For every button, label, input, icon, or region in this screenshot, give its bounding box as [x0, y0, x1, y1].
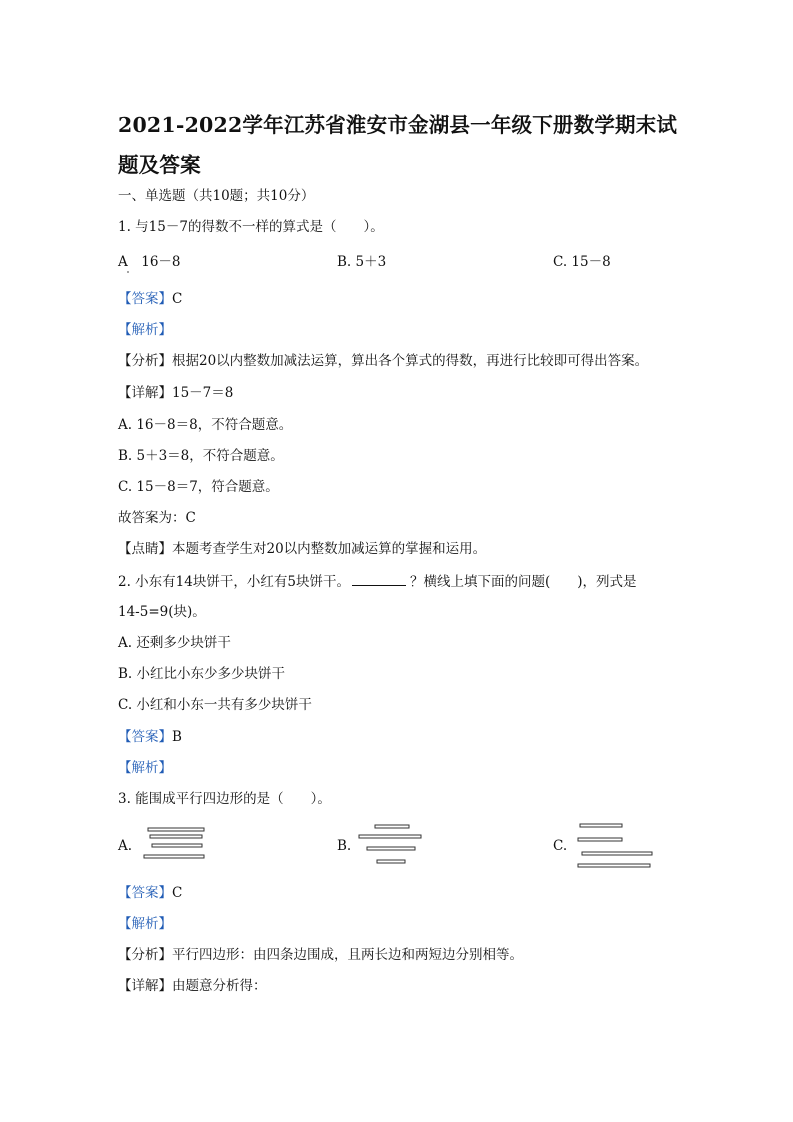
q3-answer-value: C	[172, 885, 183, 901]
q2-stem-part1: 2. 小东有14块饼干，小红有5块饼干。	[118, 574, 350, 590]
q3-stem: 3. 能围成平行四边形的是（ ）。	[118, 791, 331, 807]
q3-answer	[118, 885, 182, 901]
q2-option-c: C. 小红和小东一共有多少块饼干	[118, 697, 312, 713]
q3-option-c-label: C.	[553, 838, 568, 854]
stray-dot	[127, 271, 129, 273]
q2-analysis-label: 【解析】	[118, 760, 172, 776]
q2-option-b: B. 小红比小东少多少块饼干	[118, 666, 286, 682]
q1-option-c: C. 15－8	[553, 254, 611, 270]
q1-analysis-label: 【解析】	[118, 322, 172, 338]
q1-detail-c: C. 15－8＝7，符合题意。	[118, 479, 279, 495]
xiangjie-label: 【详解】	[118, 978, 172, 994]
q3-option-c-sticks	[574, 820, 658, 872]
stick	[582, 852, 652, 855]
stick	[578, 864, 650, 867]
q1-detail-a: A. 16－8＝8，不符合题意。	[118, 417, 293, 433]
section-heading: 一、单选题（共10题；共10分）	[118, 188, 315, 204]
answer-label: 【答案】	[118, 291, 172, 307]
q2-option-a: A. 还剩多少块饼干	[118, 635, 231, 651]
title-line-2: 题及答案	[118, 153, 201, 177]
q3-fenxi	[118, 947, 523, 963]
dianjing-label: 【点睛】	[118, 541, 172, 557]
q1-stem: 1. 与15－7的得数不一样的算式是（ ）。	[118, 219, 384, 235]
stick	[580, 824, 622, 827]
q2-answer-value: B	[172, 729, 182, 745]
xiangjie-label: 【详解】	[118, 385, 172, 401]
stick	[148, 828, 204, 831]
answer-label: 【答案】	[118, 885, 172, 901]
q1-xiangjie	[118, 385, 233, 401]
q3-fenxi-text: 平行四边形：由四条边围成，且两长边和两短边分别相等。	[172, 947, 523, 963]
q1-detail-b: B. 5＋3＝8，不符合题意。	[118, 448, 284, 464]
q3-xiangjie-text: 由题意分析得：	[172, 978, 267, 994]
stick	[144, 855, 204, 858]
q2-stem-line2: 14-5=9(块)。	[118, 604, 206, 620]
stick	[367, 847, 415, 850]
q2-answer	[118, 729, 182, 745]
q1-option-a: A 16－8	[118, 254, 181, 270]
q2-fill-blank	[352, 573, 406, 586]
q2-stem	[118, 573, 637, 590]
q3-option-a-label: A.	[118, 838, 133, 854]
fenxi-label: 【分析】	[118, 353, 172, 369]
q1-answer-value: C	[172, 291, 183, 307]
q3-option-b-sticks	[355, 821, 425, 869]
stick	[377, 860, 405, 863]
q1-dianjing-text: 本题考查学生对20以内整数加减运算的掌握和运用。	[172, 541, 487, 557]
stick	[375, 825, 409, 828]
stick	[152, 844, 202, 847]
q1-xiangjie-text: 15－7＝8	[172, 385, 234, 401]
stick	[359, 835, 421, 838]
q3-option-b-label: B.	[337, 838, 352, 854]
q1-option-b: B. 5＋3	[337, 254, 387, 270]
stick	[578, 838, 622, 841]
answer-label: 【答案】	[118, 729, 172, 745]
q1-fenxi-text: 根据20以内整数加减法运算，算出各个算式的得数，再进行比较即可得出答案。	[172, 353, 649, 369]
q1-answer	[118, 291, 182, 307]
fenxi-label: 【分析】	[118, 947, 172, 963]
q1-dianjing	[118, 541, 486, 557]
title-line-1: 2021-2022学年江苏省淮安市金湖县一年级下册数学期末试	[118, 113, 678, 137]
q3-option-a-sticks	[140, 824, 210, 864]
q3-analysis-label: 【解析】	[118, 916, 172, 932]
stick	[150, 835, 202, 838]
q1-fenxi	[118, 353, 648, 369]
q3-xiangjie	[118, 978, 267, 994]
q1-conclusion: 故答案为：C	[118, 510, 196, 526]
q2-stem-part2: ？横线上填下面的问题( )，列式是	[409, 574, 637, 590]
